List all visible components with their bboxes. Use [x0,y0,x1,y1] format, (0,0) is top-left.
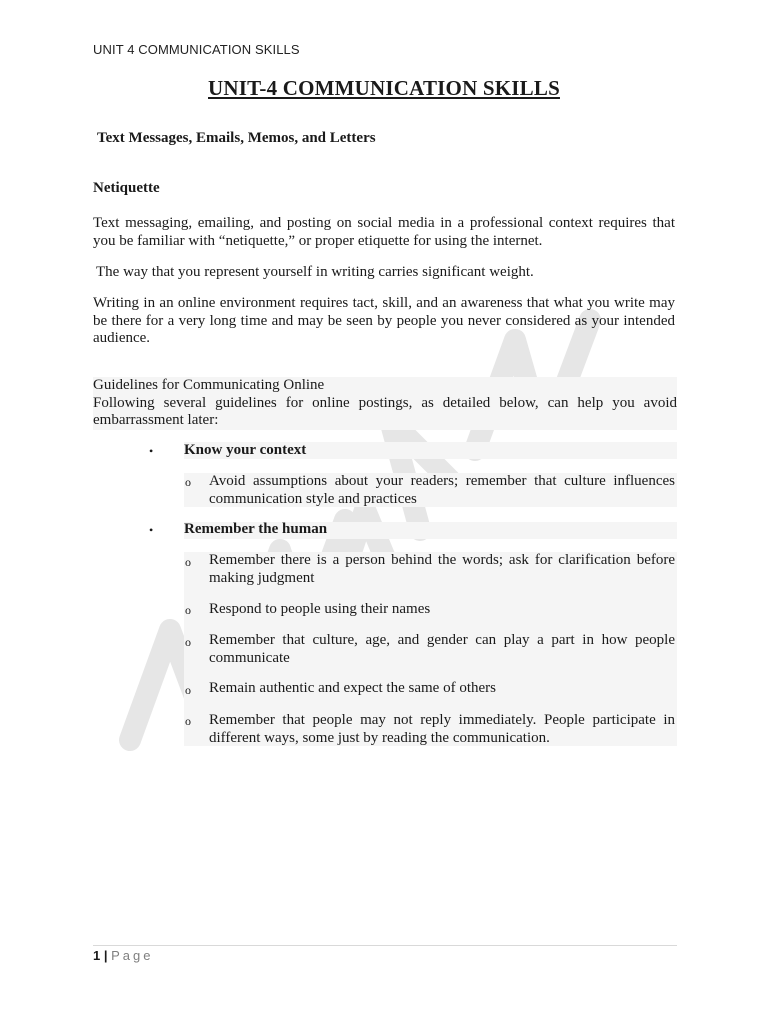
sub-item-marker: o [185,683,191,697]
guidelines-title: Guidelines for Communicating Online [93,377,325,393]
sub-item-person-behind-words: Remember there is a person behind the words; ask for clarification before making judgment [209,552,675,586]
sub-item-avoid-assumptions: Avoid assumptions about your readers; remember that culture influences communication style and practices [209,473,675,507]
bullet-label-remember-the-human: Remember the human [184,521,328,537]
sub-item-marker: o [185,555,191,569]
running-header: UNIT 4 COMMUNICATION SKILLS [93,42,300,57]
bullet-marker: • [149,444,154,458]
section-heading-netiquette: Netiquette [93,180,160,196]
bullet-label-know-your-context: Know your context [184,442,307,458]
sub-item-marker: o [185,603,191,617]
paragraph-online-environment: Writing in an online environment requires tact, skill, and an awareness that what you write may be there for a very long time and may be seen by people you never considered as your intended audience. [93,295,675,346]
bullet-marker: • [149,523,154,537]
sub-item-may-not-reply: Remember that people may not reply immediately. People participate in different ways, some just by reading the communication. [209,712,675,746]
sub-item-marker: o [185,635,191,649]
footer-separator: | [103,948,108,963]
sub-item-use-names: Respond to people using their names [209,601,431,617]
sub-item-remain-authentic: Remain authentic and expect the same of others [209,680,496,696]
footer-divider [93,945,677,946]
paragraph-representation: The way that you represent yourself in writing carries significant weight. [96,264,534,280]
paragraph-netiquette-intro: Text messaging, emailing, and posting on social media in a professional context requires that you be familiar with “netiquette,” or proper etiquette for using the internet. [93,215,675,249]
guidelines-intro-block [93,377,677,430]
guidelines-intro: Following several guidelines for online postings, as detailed below, can help you avoid embarrassment later: [93,394,677,428]
sub-item-marker: o [185,714,191,728]
sub-item-marker: o [185,475,191,489]
sub-item-culture-age-gender: Remember that culture, age, and gender can play a part in how people communicate [209,632,675,666]
footer-page-label: Page [111,948,154,963]
document-subtitle: Text Messages, Emails, Memos, and Letters [97,130,376,146]
document-title: UNIT-4 COMMUNICATION SKILLS [208,76,560,100]
page-footer [93,948,154,963]
page-number: 1 [93,948,101,963]
